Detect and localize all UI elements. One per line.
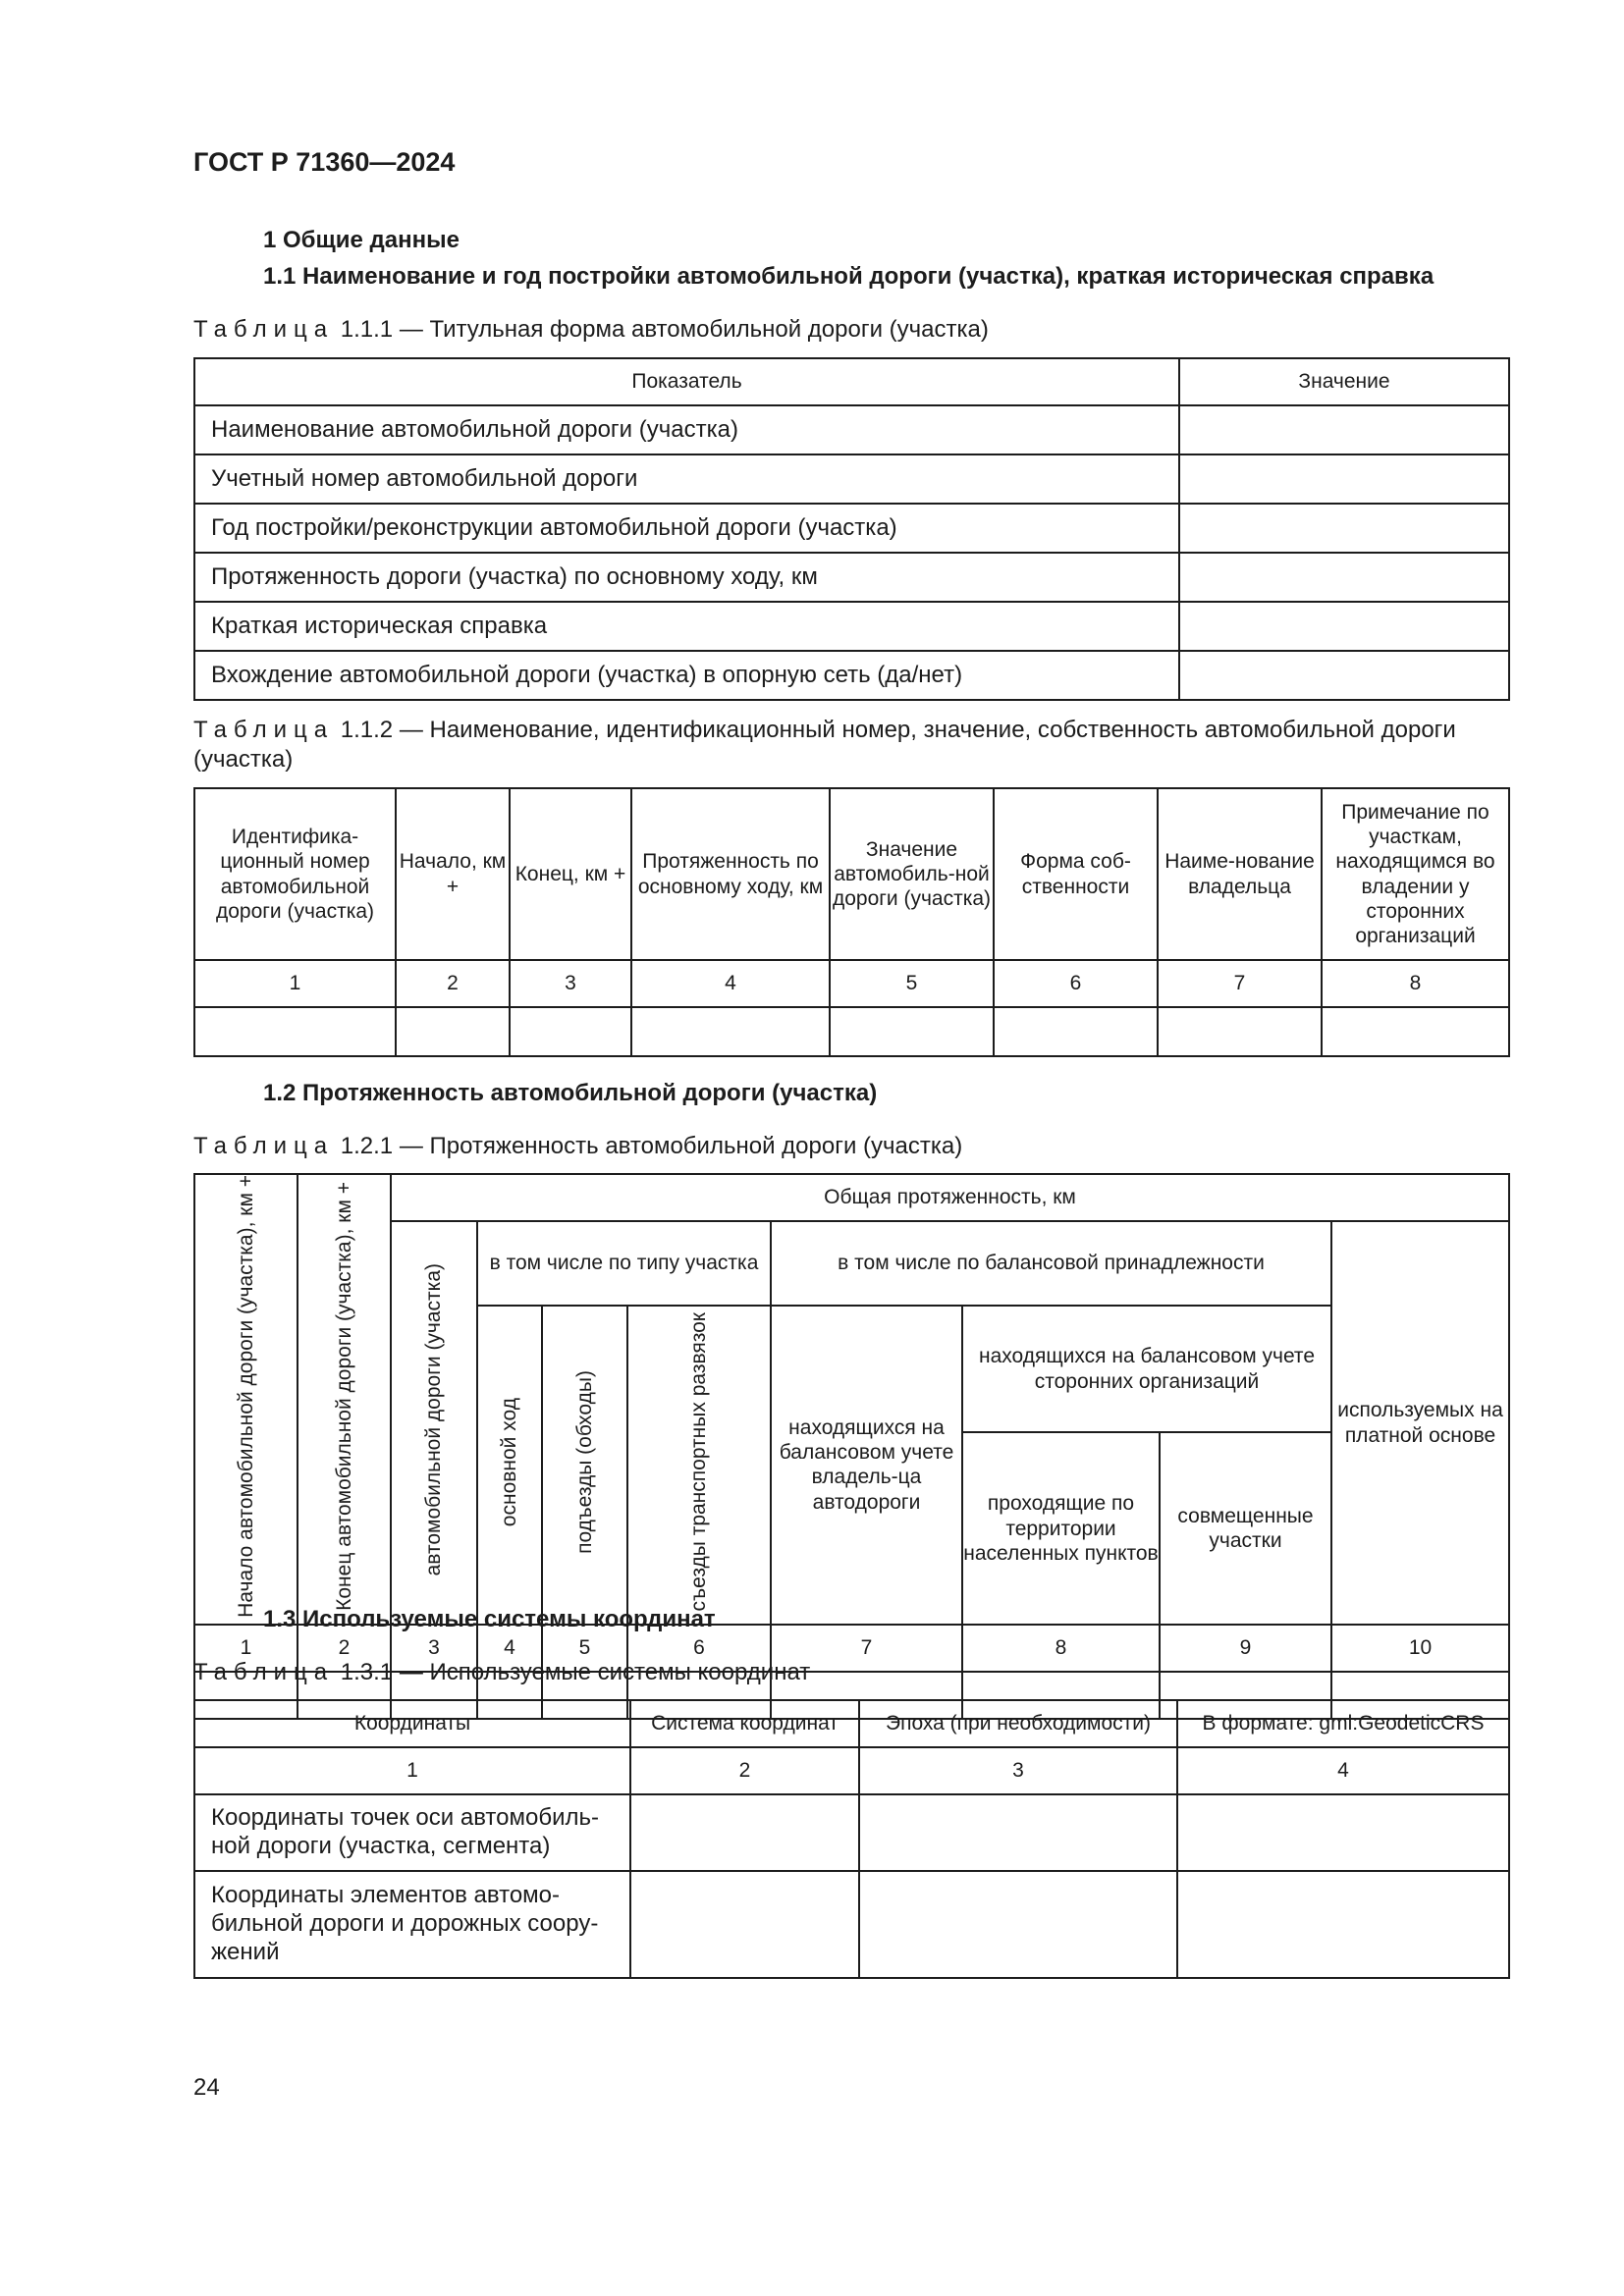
header-junction-exits: съезды транспортных развязок (627, 1306, 771, 1625)
column-number: 2 (396, 960, 510, 1007)
column-number: 4 (1177, 1747, 1509, 1794)
header-value: Значение (1179, 358, 1509, 405)
value-cell (1179, 454, 1509, 504)
empty-cell (859, 1871, 1177, 1978)
header-owner-name: Наиме-нование владельца (1158, 788, 1322, 960)
column-number: 8 (1322, 960, 1509, 1007)
header-start: Начало, км + (396, 788, 510, 960)
column-number: 5 (830, 960, 994, 1007)
empty-cell (1322, 1007, 1509, 1056)
table-1-1-2 (193, 787, 1510, 1057)
empty-cell (510, 1007, 631, 1056)
value-cell (1179, 651, 1509, 700)
table-1-1-1-caption: Таблица 1.1.1 — Титульная форма автомобильной дороги (участка) (193, 316, 989, 343)
header-by-balance: в том числе по балансовой принадлежности (771, 1221, 1331, 1306)
page-number: 24 (193, 2074, 220, 2101)
column-number: 5 (542, 1625, 627, 1672)
header-owner-balance: находящихся на балансовом учете владель-ца автодороги (771, 1306, 962, 1625)
column-number: 4 (477, 1625, 542, 1672)
empty-cell (1158, 1007, 1322, 1056)
row-label: Год постройки/реконструкции автомобильной дороги (участка) (194, 504, 1179, 553)
value-cell (1179, 405, 1509, 454)
empty-cell (830, 1007, 994, 1056)
empty-cell (994, 1007, 1158, 1056)
document-code: ГОСТ Р 71360—2024 (193, 147, 456, 177)
empty-cell (194, 1007, 396, 1056)
row-label: Вхождение автомобильной дороги (участка) в опорную сеть (да/нет) (194, 651, 1179, 700)
empty-cell (630, 1871, 859, 1978)
table-1-1-2-caption: Таблица 1.1.2 — Наименование, идентификационный номер, значение, собственность автомобильной дороги (193, 717, 1456, 743)
empty-cell (396, 1007, 510, 1056)
empty-cell (1177, 1871, 1509, 1978)
header-coordinate-system: Система координат (630, 1700, 859, 1747)
table-1-3-1-caption: Таблица 1.3.1 — Используемые системы координат (193, 1659, 811, 1685)
section-1-2-title: 1.2 Протяженность автомобильной дороги (участка) (263, 1080, 878, 1106)
column-number: 3 (510, 960, 631, 1007)
row-label: Наименование автомобильной дороги (участка) (194, 405, 1179, 454)
column-number: 6 (627, 1625, 771, 1672)
column-number: 7 (771, 1625, 962, 1672)
section-1-1-title: 1.1 Наименование и год постройки автомобильной дороги (участка), краткая историческая справка (263, 263, 1435, 290)
header-length: Протяженность по основному ходу, км (631, 788, 830, 960)
column-number: 3 (859, 1747, 1177, 1794)
empty-cell (630, 1794, 859, 1871)
value-cell (1179, 504, 1509, 553)
row-label: Координаты точек оси автомобиль-ной дороги (участка, сегмента) (194, 1794, 630, 1871)
column-number: 4 (631, 960, 830, 1007)
row-label: Протяженность дороги (участка) по основному ходу, км (194, 553, 1179, 602)
table-1-2-1 (193, 1173, 1510, 1720)
header-coordinates: Координаты (194, 1700, 630, 1747)
header-total-length: Общая протяженность, км (391, 1174, 1509, 1221)
header-combined-sections: совмещенные участки (1160, 1432, 1331, 1625)
header-significance: Значение автомобиль-ной дороги (участка) (830, 788, 994, 960)
column-number: 1 (194, 1625, 298, 1672)
header-third-party-balance: находящихся на балансовом учете сторонних организаций (962, 1306, 1331, 1433)
header-note: Примечание по участкам, находящимся во владении у сторонних организаций (1322, 788, 1509, 960)
header-main-course: основной ход (477, 1306, 542, 1625)
column-number: 10 (1331, 1625, 1509, 1672)
row-label: Краткая историческая справка (194, 602, 1179, 651)
column-number: 6 (994, 960, 1158, 1007)
header-format: В формате: gml:GeodeticCRS (1177, 1700, 1509, 1747)
value-cell (1179, 602, 1509, 651)
table-1-2-1-caption: Таблица 1.2.1 — Протяженность автомобильной дороги (участка) (193, 1133, 963, 1159)
empty-cell (1177, 1794, 1509, 1871)
row-label: Координаты элементов автомо-бильной дороги и дорожных соору-жений (194, 1871, 630, 1978)
column-number: 2 (298, 1625, 391, 1672)
header-start-km: Начало автомобильной дороги (участка), км + (194, 1174, 298, 1625)
column-number: 3 (391, 1625, 477, 1672)
table-1-1-2-caption-cont: (участка) (193, 746, 294, 773)
header-by-type: в том числе по типу участка (477, 1221, 771, 1306)
empty-cell (631, 1007, 830, 1056)
header-road-length: автомобильной дороги (участка) (391, 1221, 477, 1625)
column-number: 1 (194, 960, 396, 1007)
header-indicator: Показатель (194, 358, 1179, 405)
row-label: Учетный номер автомобильной дороги (194, 454, 1179, 504)
column-number: 1 (194, 1747, 630, 1794)
table-1-1-1 (193, 357, 1510, 701)
header-ownership: Форма соб-ственности (994, 788, 1158, 960)
header-end: Конец, км + (510, 788, 631, 960)
header-id-number: Идентифика-ционный номер автомобильной дороги (участка) (194, 788, 396, 960)
header-paid-use: используемых на платной основе (1331, 1221, 1509, 1625)
section-1-3-title: 1.3 Используемые системы координат (263, 1606, 716, 1632)
value-cell (1179, 553, 1509, 602)
column-number: 7 (1158, 960, 1322, 1007)
column-number: 2 (630, 1747, 859, 1794)
table-1-3-1 (193, 1699, 1510, 1979)
column-number: 9 (1160, 1625, 1331, 1672)
header-approaches: подъезды (обходы) (542, 1306, 627, 1625)
section-1-title: 1 Общие данные (263, 227, 460, 253)
header-epoch: Эпоха (при необходимости) (859, 1700, 1177, 1747)
header-end-km: Конец автомобильной дороги (участка), км + (298, 1174, 391, 1625)
column-number: 8 (962, 1625, 1160, 1672)
empty-cell (859, 1794, 1177, 1871)
header-settlements: проходящие по территории населенных пунктов (962, 1432, 1160, 1625)
